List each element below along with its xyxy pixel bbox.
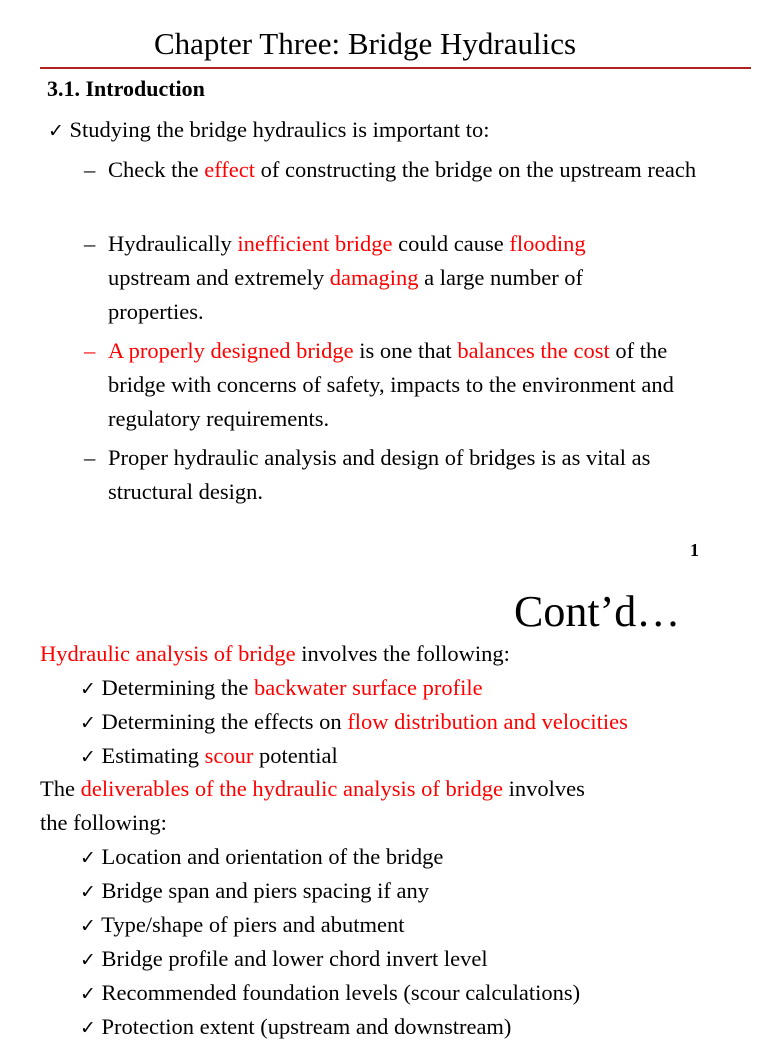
deliverable-item [80, 942, 488, 977]
intro-line [48, 113, 490, 148]
deliverable-item [80, 1010, 511, 1045]
dash-icon: – [84, 445, 96, 470]
text: Location and orientation of the bridge [101, 844, 444, 869]
text: upstream and extremely [108, 265, 330, 290]
text: Protection extent (upstream and downstream) [101, 1014, 512, 1039]
highlight-text: inefficient bridge [237, 231, 393, 256]
text: Proper hydraulic analysis and design of bridges is as vital as structural design. [108, 445, 651, 504]
section-heading: 3.1. Introduction [47, 76, 205, 101]
text: Recommended foundation levels (scour calculations) [101, 980, 581, 1005]
bullet-item-proper-analysis [84, 441, 716, 509]
text: Type/shape of piers and abutment [101, 912, 405, 937]
text: potential [253, 743, 338, 768]
intro-text: Studying the bridge hydraulics is important to: [69, 117, 490, 142]
check-icon: ✓ [80, 949, 96, 971]
check-icon: ✓ [80, 746, 96, 768]
check-icon: ✓ [80, 1017, 96, 1039]
deliverables-intro-cont: the following: [40, 810, 167, 835]
highlight-text: deliverables of the hydraulic analysis of bridge [80, 776, 503, 801]
text: Determining the effects on [101, 709, 348, 734]
text: is one that [353, 338, 458, 363]
check-icon: ✓ [80, 983, 96, 1005]
text: of the bridge with concerns of safety, impacts to the environment and regulatory requirements. [108, 338, 674, 431]
text: The [40, 776, 81, 801]
highlight-text: damaging [329, 265, 419, 290]
text: Check the [108, 157, 205, 182]
analysis-item [80, 671, 483, 706]
check-icon: ✓ [80, 678, 96, 700]
check-icon: ✓ [80, 881, 96, 903]
check-icon: ✓ [80, 712, 96, 734]
highlight-text: flooding [509, 231, 586, 256]
deliverables-intro [40, 772, 585, 806]
highlight-text: Hydraulic analysis of bridge [40, 641, 296, 666]
analysis-intro [40, 637, 510, 671]
check-icon: ✓ [80, 915, 96, 937]
check-icon: ✓ [48, 120, 64, 142]
highlight-text: backwater surface profile [254, 675, 483, 700]
deliverable-item [80, 874, 429, 909]
highlight-text: balances the cost [457, 338, 610, 363]
text: involves [502, 776, 585, 801]
text: of constructing the bridge on the upstream reach [255, 157, 697, 182]
text: Estimating [101, 743, 205, 768]
deliverable-item [80, 908, 404, 943]
analysis-item [80, 739, 338, 774]
text: Hydraulically [108, 231, 238, 256]
text: a large number of properties. [108, 265, 584, 324]
highlight-text: flow distribution and velocities [347, 709, 628, 734]
text: involves the following: [295, 641, 510, 666]
text: Bridge profile and lower chord invert level [101, 946, 488, 971]
analysis-item [80, 705, 628, 740]
dash-icon: – [84, 338, 96, 363]
title-rule [40, 67, 751, 69]
slide2-title: Cont’d… [514, 587, 681, 636]
text: Determining the [101, 675, 255, 700]
text: Bridge span and piers spacing if any [101, 878, 429, 903]
bullet-item-properly-designed [84, 334, 684, 436]
highlight-text: scour [204, 743, 254, 768]
text: could cause [392, 231, 510, 256]
bullet-item-effect [84, 153, 716, 187]
dash-icon: – [84, 231, 96, 256]
bullet-item-inefficient [84, 227, 654, 329]
slide-title: Chapter Three: Bridge Hydraulics [153, 26, 577, 61]
dash-icon: – [84, 157, 96, 182]
deliverable-item [80, 840, 443, 875]
deliverable-item [80, 976, 580, 1011]
page-number: 1 [690, 540, 699, 560]
highlight-text: effect [204, 157, 256, 182]
check-icon: ✓ [80, 847, 96, 869]
highlight-text: A properly designed bridge [108, 338, 354, 363]
